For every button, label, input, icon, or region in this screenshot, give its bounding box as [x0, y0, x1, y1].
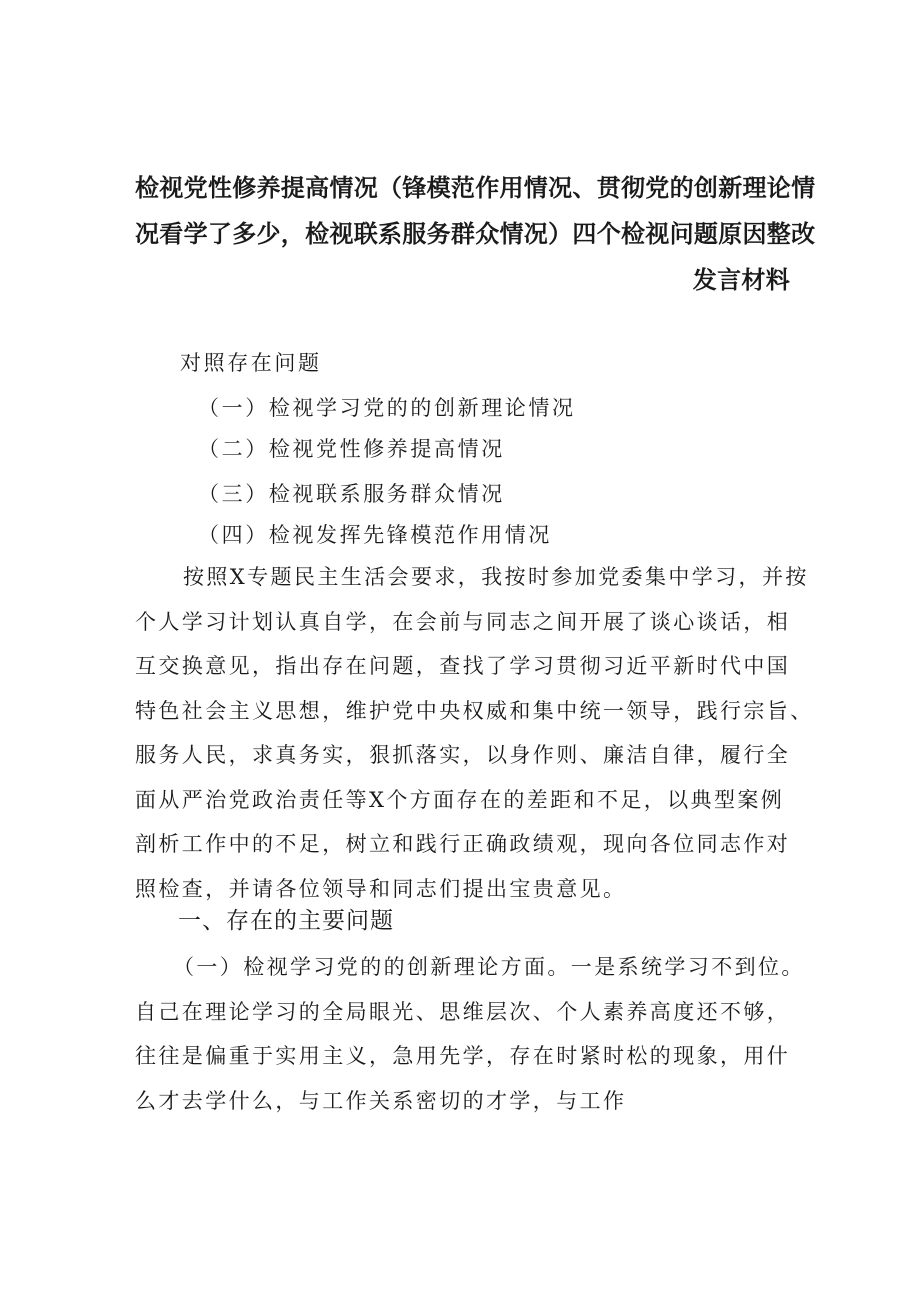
- outline-item: （一）检视学习党的的创新理论情况: [198, 396, 576, 420]
- paragraph-line: 剖析工作中的不足，树立和践行正确政绩观，现向各位同志作对: [135, 832, 791, 856]
- paragraph-line: 面从严治党政治责任等X个方面存在的差距和不足，以典型案例: [135, 787, 785, 812]
- paragraph-line: 服务人民，求真务实，狠抓落实，以身作则、廉洁自律，履行全: [135, 743, 791, 767]
- title-line: 况看学了多少，检视联系服务群众情况）四个检视问题原因整改: [135, 220, 816, 248]
- outline-item: （二）检视党性修养提高情况: [198, 437, 505, 461]
- intro-paragraph: [135, 555, 825, 911]
- section-heading: 一、存在的主要问题: [178, 908, 394, 934]
- paragraph-line: 自己在理论学习的全局眼光、思维层次、个人素养高度还不够，: [135, 999, 791, 1024]
- paragraph-line: 个人学习计划认真自学，在会前与同志之间开展了谈心谈话，相: [135, 609, 791, 634]
- section-paragraph: [135, 945, 825, 1123]
- paragraph-line: 特色社会主义思想，维护党中央权威和集中统一领导，践行宗旨、: [135, 698, 814, 723]
- paragraph-line: 互交换意见，指出存在问题，查找了学习贯彻习近平新时代中国: [135, 654, 791, 678]
- outline-item: （四）检视发挥先锋模范作用情况: [198, 523, 552, 547]
- title-line: 检视党性修养提高情况（锋模范作用情况、贯彻党的创新理论情: [135, 174, 816, 202]
- paragraph-line: （一）检视学习党的的创新理论方面。一是系统学习不到位。: [173, 955, 805, 979]
- paragraph-line: 照检查，并请各位领导和同志们提出宝贵意见。: [135, 876, 627, 901]
- paragraph-line: 么才去学什么，与工作关系密切的才学，与工作: [135, 1088, 627, 1113]
- title-line: 发言材料: [692, 266, 790, 294]
- paragraph-line: 按照X专题民主生活会要求，我按时参加党委集中学习，并按: [183, 565, 809, 589]
- outline-item: （三）检视联系服务群众情况: [198, 482, 505, 506]
- document-title: [135, 165, 816, 303]
- outline-intro: 对照存在问题: [180, 351, 322, 375]
- paragraph-line: 往往是偏重于实用主义，急用先学，存在时紧时松的现象，用什: [135, 1044, 791, 1068]
